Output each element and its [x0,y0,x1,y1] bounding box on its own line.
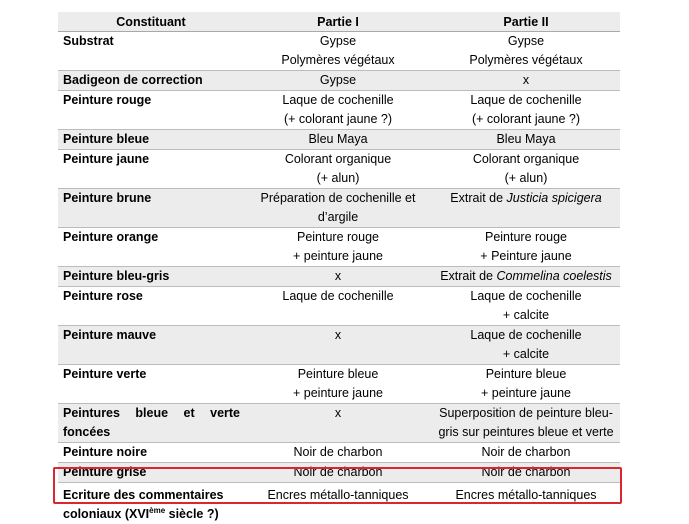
cell-line: Laque de cochenille [248,91,428,110]
cell-line: Polymères végétaux [248,51,428,70]
cell-line: Peinture bleue [248,365,428,384]
label-line: Peinture grise [63,463,240,482]
label-line: Peinture brune [63,189,240,208]
cell-line: Bleu Maya [248,130,428,149]
cell-partie-1 [244,267,432,287]
header-partie-1: Partie I [244,12,432,32]
cell-line: Gypse [248,32,428,51]
row-label [58,228,244,267]
cell-line: d’argile [248,208,428,227]
row-label [58,404,244,443]
cell-line: + peinture jaune [248,247,428,266]
cell-line: gris sur peintures bleue et verte [436,423,616,442]
cell-line: + calcite [436,306,616,325]
cell-partie-2 [432,189,620,228]
table-row [58,404,620,443]
cell-partie-2 [432,287,620,326]
cell-line: + calcite [436,345,616,364]
cell-text: Extrait de [450,191,506,205]
cell-text: Extrait de [440,269,496,283]
cell-line: + peinture jaune [248,384,428,403]
table-row [58,267,620,287]
cell-line: (+ alun) [436,169,616,188]
highlight-box [53,467,622,504]
cell-line: + Peinture jaune [436,247,616,266]
cell-line [436,189,616,208]
label-line: Peinture jaune [63,150,240,169]
row-label [58,443,244,463]
cell-line: Laque de cochenille [436,326,616,345]
cell-line: (+ alun) [248,169,428,188]
table-row [58,91,620,130]
superscript: ème [149,506,165,515]
cell-line: Bleu Maya [436,130,616,149]
cell-line: Colorant organique [248,150,428,169]
label-line: Peinture noire [63,443,240,462]
label-line: Badigeon de correction [63,71,240,90]
row-label [58,365,244,404]
row-label [58,189,244,228]
label-line: Ecriture des commentaires [63,486,240,505]
label-line: Peintures bleue et verte [63,404,240,423]
label-line: Peinture bleu-gris [63,267,240,286]
row-label [58,150,244,189]
cell-partie-2 [432,228,620,267]
cell-partie-1 [244,32,432,71]
cell-partie-1 [244,404,432,443]
cell-partie-2 [432,443,620,463]
table-header-row [58,12,620,32]
cell-line: (+ colorant jaune ?) [436,110,616,129]
label-text: siècle ?) [165,507,219,521]
table-row [58,287,620,326]
cell-line: (+ colorant jaune ?) [248,110,428,129]
cell-partie-1 [244,287,432,326]
table-row [58,326,620,365]
table-row [58,150,620,189]
label-line: Peinture rouge [63,91,240,110]
header-partie-2: Partie II [432,12,620,32]
cell-line: Encres métallo-tanniques [248,486,428,505]
row-label [58,326,244,365]
cell-partie-1 [244,365,432,404]
cell-partie-1 [244,443,432,463]
cell-line: Noir de charbon [436,443,616,462]
cell-line: Laque de cochenille [436,287,616,306]
cell-partie-2 [432,365,620,404]
species-name: Justicia spicigera [507,191,602,205]
cell-partie-2 [432,71,620,91]
cell-line: + peinture jaune [436,384,616,403]
header-constituant: Constituant [58,12,244,32]
table-row [58,71,620,91]
label-line [63,505,240,524]
cell-partie-1 [244,150,432,189]
row-label [58,130,244,150]
cell-partie-2 [432,267,620,287]
label-line: Peinture rose [63,287,240,306]
cell-line: Laque de cochenille [436,91,616,110]
cell-line: Noir de charbon [248,463,428,482]
cell-partie-2 [432,404,620,443]
label-line: Peinture bleue [63,130,240,149]
table-row [58,365,620,404]
cell-partie-1 [244,71,432,91]
table-row [58,228,620,267]
cell-line: Laque de cochenille [248,287,428,306]
cell-partie-2 [432,150,620,189]
cell-line [436,267,616,286]
cell-partie-2 [432,130,620,150]
label-text: coloniaux (XVI [63,507,149,521]
label-line: Peinture verte [63,365,240,384]
row-label [58,91,244,130]
cell-line: x [436,71,616,90]
table-row [58,32,620,71]
cell-line: x [248,326,428,345]
document [58,12,620,524]
row-label [58,267,244,287]
cell-partie-1 [244,130,432,150]
cell-partie-2 [432,326,620,365]
cell-line: Gypse [436,32,616,51]
label-line: foncées [63,423,240,442]
cell-line: Gypse [248,71,428,90]
cell-partie-1 [244,326,432,365]
species-name: Commelina coelestis [496,269,611,283]
table-row [58,443,620,463]
cell-line: Peinture bleue [436,365,616,384]
cell-line: x [248,267,428,286]
cell-partie-1 [244,91,432,130]
row-label [58,287,244,326]
table-row [58,130,620,150]
cell-line: Encres métallo-tanniques [436,486,616,505]
cell-partie-2 [432,32,620,71]
cell-line: x [248,404,428,423]
cell-partie-1 [244,228,432,267]
cell-line: Colorant organique [436,150,616,169]
cell-line: Préparation de cochenille et [248,189,428,208]
cell-line: Superposition de peinture bleu- [436,404,616,423]
cell-line: Peinture rouge [436,228,616,247]
table-body [58,32,620,524]
table-row [58,189,620,228]
cell-line: Peinture rouge [248,228,428,247]
label-line: Peinture orange [63,228,240,247]
cell-line: Noir de charbon [248,443,428,462]
label-line: Substrat [63,32,240,51]
cell-line: Polymères végétaux [436,51,616,70]
row-label [58,32,244,71]
row-label [58,71,244,91]
cell-partie-1 [244,189,432,228]
label-line: Peinture mauve [63,326,240,345]
cell-line: Noir de charbon [436,463,616,482]
constituents-table [58,12,620,524]
cell-partie-2 [432,91,620,130]
